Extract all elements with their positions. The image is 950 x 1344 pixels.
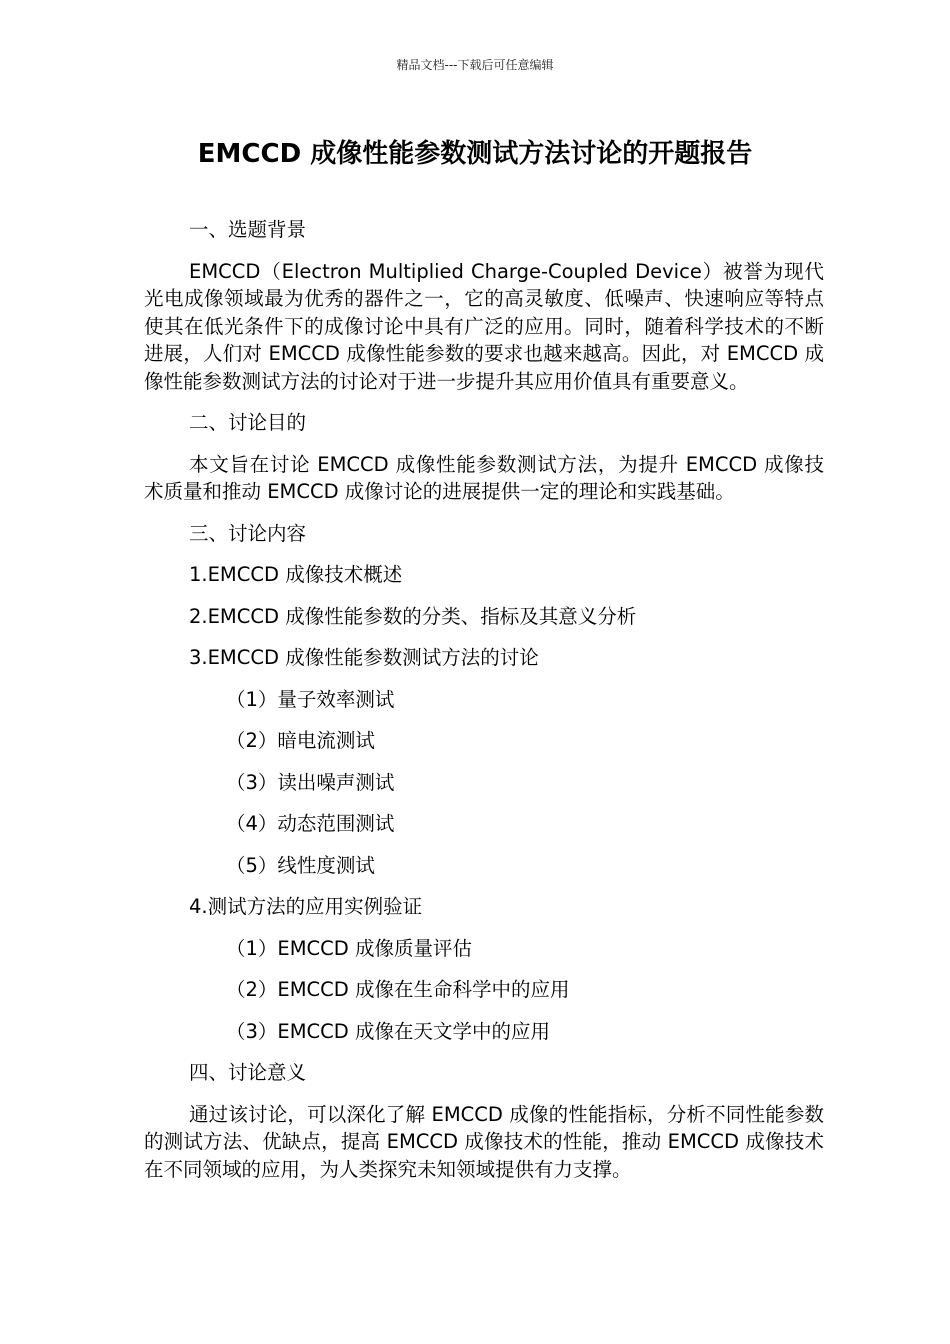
sub-list-item: （4）动态范围测试 <box>226 812 395 835</box>
document-body <box>144 216 824 1197</box>
section-heading-significance: 四、讨论意义 <box>189 1061 307 1084</box>
sub-list-item: （2）EMCCD 成像在生命科学中的应用 <box>226 978 570 1001</box>
paragraph-significance: 通过该讨论，可以深化了解 EMCCD 成像的性能指标，分析不同性能参数的测试方法、优缺点，提高 EMCCD 成像技术的性能，推动 EMCCD 成像技术在不同领域的应用，为人类探究未知领域提供有力支撑。 <box>144 1102 824 1181</box>
sub-list-item: （1）量子效率测试 <box>226 687 395 711</box>
list-item: 4.测试方法的应用实例验证 <box>189 895 423 918</box>
page-header: 精品文档---下载后可任意编辑 <box>396 58 554 72</box>
sub-list-item: （1）EMCCD 成像质量评估 <box>226 936 472 960</box>
list-item: 1.EMCCD 成像技术概述 <box>189 563 403 586</box>
section-heading-content: 三、讨论内容 <box>189 521 307 545</box>
section-heading-background: 一、选题背景 <box>189 218 307 241</box>
document-title: EMCCD 成像性能参数测试方法讨论的开题报告 <box>197 139 753 169</box>
paragraph-purpose: 本文旨在讨论 EMCCD 成像性能参数测试方法，为提升 EMCCD 成像技术质量和推动 EMCCD 成像讨论的进展提供一定的理论和实践基础。 <box>144 452 824 503</box>
sub-list-item: （5）线性度测试 <box>226 853 375 877</box>
sub-list-item: （3）EMCCD 成像在天文学中的应用 <box>226 1019 550 1043</box>
list-item: 3.EMCCD 成像性能参数测试方法的讨论 <box>189 646 539 669</box>
sub-list-item: （2）暗电流测试 <box>226 729 375 752</box>
sub-list-item: （3）读出噪声测试 <box>226 770 395 794</box>
list-item: 2.EMCCD 成像性能参数的分类、指标及其意义分析 <box>189 604 637 628</box>
section-heading-purpose: 二、讨论目的 <box>189 411 307 434</box>
paragraph-background: EMCCD（Electron Multiplied Charge-Coupled Device）被誉为现代光电成像领域最为优秀的器件之一，它的高灵敏度、低噪声、快速响应等特点使其在低光条件下的成像讨论中具有广泛的应用。同时，随着科学技术的不断进展，人们对 EMCCD 成像性能参数的要求也越来越高。因此，对 EMCCD 成像性能参数测试方法的讨论对于进一步提升其应用价值具有重要意义。 <box>144 259 824 393</box>
